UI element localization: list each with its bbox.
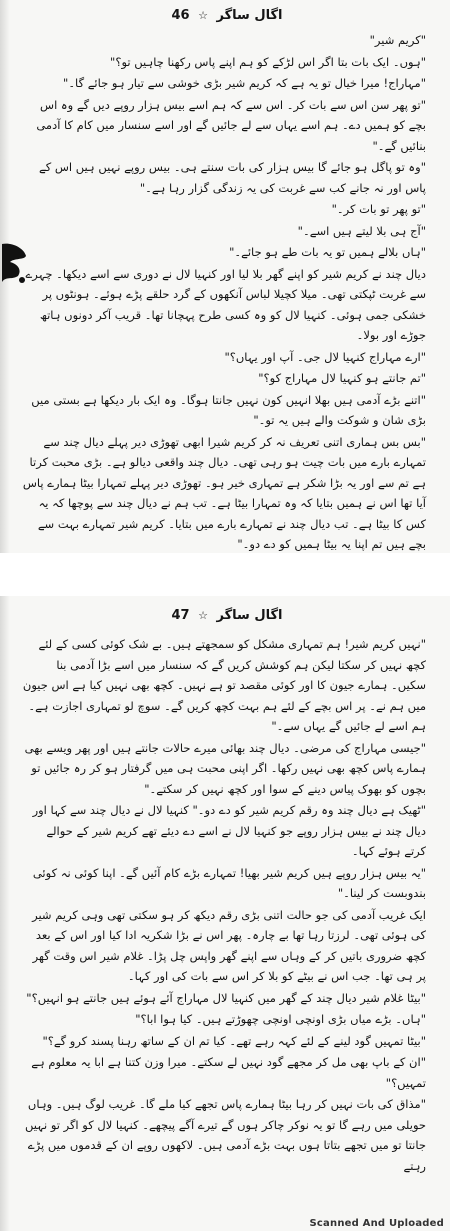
paragraph: "تو پھر تو بات کر۔" <box>331 202 426 216</box>
paragraph: "بیٹا تمہیں گود لینے کے لئے کہہ رہے تھے۔ کیا تم ان کے ساتھ رہنا پسند کرو گے؟" <box>42 1033 426 1048</box>
page-edge-shadow <box>0 596 10 1231</box>
star-icon: ☆ <box>198 9 208 22</box>
book-title: اگال ساگر <box>216 608 283 623</box>
page-number: 47 <box>171 608 190 623</box>
page-number: 46 <box>171 8 190 23</box>
paragraph: "تم جانتے ہو کنہیا لال مہاراج کو؟" <box>258 371 426 385</box>
paragraph: "یہ بیس ہزار روپے ہیں کریم شیر بھیا! تمہارے بڑے کام آئیں گے۔ اپنا کوئی نہ کوئی بندوبست کر لینا۔" <box>32 865 426 900</box>
page-47 <box>0 596 450 1231</box>
paragraph: "ٹھیک ہے دیال چند وہ رقم کریم شیر کو دے دو۔" کنہیا لال نے دیال چند سے کہا اور دیال چند نے بیس ہزار روپے جو کنہیا لال نے اسے دے دیئے تھے کریم شیر کے حوالے کرتے ہوئے کہا۔ <box>32 803 426 858</box>
paragraph: "وہ تو پاگل ہو جائے گا بیس ہزار کی بات سنتے ہی۔ بیس روپے نہیں ہیں اس کے پاس اور نہ جانے کب سے غربت کی یہ زندگی گزار رہا ہے۔" <box>38 160 426 195</box>
paragraph: "نہیں کریم شیر! ہم تمہاری مشکل کو سمجھتے ہیں۔ بے شک کوئی کسی کے لئے کچھ نہیں کر سکتا لیکن ہم کوشش کریں گے کہ سنسار میں اسے بڑا آدمی بنا سکیں۔ ہمارے جیون کا اور کوئی مقصد تو ہے نہیں۔ کچھ بھی نہیں کیا ہے اس جیون میں ہم نے۔ پر اس بچے کے لئے ہم بہت کچھ کریں گے۔ سوچ لو تمہاری اجازت ہے۔ ہم اسے لے جائیں گے یہاں سے۔" <box>22 637 426 733</box>
paragraph: "ان کے باپ بھی مل کر مجھے گود نہیں لے سکتے۔ میرا وزن کتنا ہے ابا یہ معلوم ہے تمہیں؟" <box>31 1055 426 1090</box>
page-header <box>0 608 450 623</box>
paragraph: "جیسی مہاراج کی مرضی۔ دیال چند بھائی میرے حالات جانتے ہیں اور پھر ویسے بھی ہمارے پاس کچھ بھی نہیں رکھا۔ اگر اپنی محبت ہی میں گرفتار ہو کر رہ جائیں تو بچوں کو بھوک پیاس دینے کے سوا اور کچھ نہیں کر سکتے۔" <box>24 740 426 796</box>
paragraph: دیال چند نے کریم شیر کو اپنے گھر بلا لیا اور کنہیا لال نے دوری سے اسے دیکھا۔ چہرے سے غربت ٹپکتی تھی۔ میلا کچیلا لباس آنکھوں کے گرد حلقے پڑے ہوئے۔ ہونٹوں پر خشکی جمی ہوئی۔ کنہیا لال کو وہ کسی طرح پہچانا تھا۔ قریب آکر دونوں ہاتھ جوڑے اور بولا۔ <box>25 266 426 342</box>
page-47-body <box>22 634 426 1177</box>
page-gap <box>0 553 450 596</box>
page-46 <box>0 0 450 553</box>
page-header <box>0 8 450 23</box>
book-title: اگال ساگر <box>216 8 283 23</box>
paragraph: "کریم شیر" <box>369 33 426 47</box>
paragraph: "مذاق کی بات نہیں کر رہا بیٹا ہمارے پاس تجھے کیا ملے گا۔ غریب لوگ ہیں۔ وہاں حویلی میں رہے گا تو یہ نوکر چاکر ہوں گے تیرے آگے پیچھے۔ کنہیا لال کو اگر تو نہیں جانتا تو میں تجھے بتاتا ہوں بہت بڑے آدمی ہیں۔ لاکھوں روپے ان کے قدموں میں پڑے رہتے <box>25 1097 426 1173</box>
paragraph: "بس بس ہماری اتنی تعریف نہ کر کریم شیرا ابھی تھوڑی دیر پہلے دیال چند سے تمہارے بارے میں بات چیت ہو رہی تھی۔ دیال چند واقعی دیالو ہے۔ بڑی محبت کرتا ہے تم سے اور یہ بڑا شکر ہے تمہاری خیر ہو۔ تھوڑی دیر پہلے تمہارا بیٹا ہمارے پاس آیا تھا اس نے ہمیں بتایا کہ وہ تمہارا بیٹا ہے۔ تب ہم نے دیال چند سے پوچھا کہ یہ کس کا بیٹا ہے۔ تب دیال چند نے تمہارے بارے میں بتایا۔ کریم شیر تمہارے بہت سے بچے ہیں تم اپنا یہ بیٹا ہمیں کو دے دو۔" <box>22 434 426 551</box>
page-46-body <box>22 30 426 598</box>
paragraph: "ہاں۔ بڑے میاں بڑی اونچی اونچی چھوڑتے ہیں۔ کیا ہوا ابا؟" <box>135 1012 426 1026</box>
paragraph: "بیٹا غلام شیر دیال چند کے گھر میں کنہیا لال مہاراج آئے ہوئے ہیں جانتے ہو انہیں؟" <box>26 990 426 1005</box>
paragraph: "آج ہی بلا لیتے ہیں اسے۔" <box>297 223 426 238</box>
paragraph: "مہاراج! میرا خیال تو یہ ہے کہ کریم شیر بڑی خوشی سے تیار ہو جائے گا۔" <box>63 76 426 90</box>
paragraph: "ارے مہاراج کنہیا لال جی۔ آپ اور یہاں؟" <box>224 349 426 364</box>
star-icon: ☆ <box>198 609 208 622</box>
paragraph: "ہاں بلالے ہمیں تو یہ بات طے ہو جائے۔" <box>229 245 426 259</box>
paragraph: "ہوں۔ ایک بات بتا اگر اس لڑکے کو ہم اپنے پاس رکھنا چاہیں تو؟" <box>110 54 426 69</box>
paragraph: "تو پھر سن اس سے بات کر۔ اس سے کہ ہم اسے بیس ہزار روپے دیں گے وہ اس بچے کو ہمیں دے۔ ہم اسے یہاں سے لے جائیں گے اور اسے سنسار میں کام کا آدمی بنائیں گے۔" <box>36 97 426 153</box>
paragraph: "اتنے بڑے آدمی ہیں بھلا انہیں کون نہیں جانتا ہوگا۔ وہ ایک بار دیکھا ہے بستی میں بڑی شان و شوکت والے ہیں یہ تو۔" <box>31 392 426 427</box>
scan-watermark: Scanned And Uploaded <box>309 1218 444 1229</box>
paragraph: ایک غریب آدمی کی جو حالت اتنی بڑی رقم دیکھ کر ہو سکتی تھی وہی کریم شیر کی ہوئی تھی۔ لرزتا رہا تھا بے چارہ۔ پھر اس نے بڑا شکریہ ادا کیا اور اس کے بعد کچھ ضروری باتیں کر کے وہاں سے اپنے گھر واپس چل پڑا۔ غلام شیر اس وقت گھر پر ہی تھا۔ جب اس نے بیٹے کو بلا کر اس سے بات کی اور کہا۔ <box>32 907 426 983</box>
